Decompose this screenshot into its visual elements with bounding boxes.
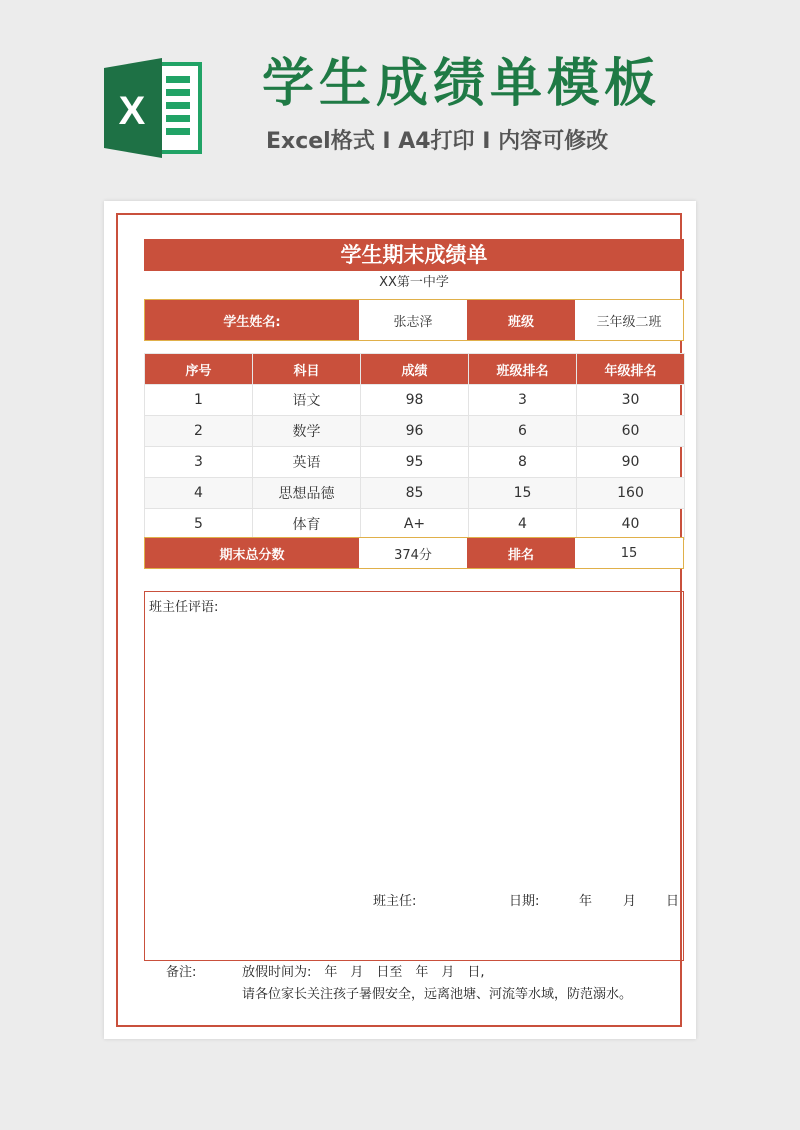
logo-letter: X — [118, 89, 146, 133]
table-row — [145, 385, 685, 416]
sheet-title: 学生期末成绩单 — [144, 239, 684, 271]
total-score-label: 期末总分数 — [145, 538, 359, 568]
report-paper — [104, 201, 696, 1039]
table-row — [145, 478, 685, 509]
page-subtitle: Excel格式 I A4打印 I 内容可修改 — [266, 129, 609, 154]
cell-score[interactable]: 96 — [361, 416, 469, 447]
student-name-value[interactable]: 张志泽 — [359, 300, 467, 340]
cell-grade-rank[interactable]: 30 — [577, 385, 685, 416]
cell-index[interactable]: 2 — [145, 416, 253, 447]
student-info-row — [144, 299, 684, 341]
cell-grade-rank[interactable]: 160 — [577, 478, 685, 509]
cell-subject[interactable]: 语文 — [253, 385, 361, 416]
total-score-row — [144, 537, 684, 569]
excel-logo-icon — [104, 58, 204, 158]
cell-subject[interactable]: 思想品德 — [253, 478, 361, 509]
rank-label: 排名 — [467, 538, 575, 568]
date-label: 日期: — [509, 894, 540, 909]
table-row — [145, 509, 685, 540]
cell-grade-rank[interactable]: 60 — [577, 416, 685, 447]
total-score-value[interactable]: 374分 — [359, 538, 467, 568]
cell-class-rank[interactable]: 4 — [469, 509, 577, 540]
cell-class-rank[interactable]: 8 — [469, 447, 577, 478]
header-subject: 科目 — [253, 354, 361, 385]
student-name-label: 学生姓名: — [145, 300, 359, 340]
comment-label: 班主任评语: — [149, 600, 219, 615]
date-day: 日 — [666, 894, 680, 909]
cell-score[interactable]: A+ — [361, 509, 469, 540]
teacher-comment-box[interactable] — [144, 591, 684, 961]
notes-line-1: 放假时间为: 年 月 日至 年 月 日, — [242, 965, 485, 980]
page-title: 学生成绩单模板 — [262, 54, 662, 114]
cell-index[interactable]: 1 — [145, 385, 253, 416]
date-year: 年 — [579, 894, 593, 909]
class-value[interactable]: 三年级二班 — [575, 300, 683, 340]
cell-subject[interactable]: 英语 — [253, 447, 361, 478]
cell-score[interactable]: 98 — [361, 385, 469, 416]
table-row — [145, 416, 685, 447]
header-grade-rank: 年级排名 — [577, 354, 685, 385]
cell-index[interactable]: 3 — [145, 447, 253, 478]
cell-class-rank[interactable]: 3 — [469, 385, 577, 416]
table-row — [145, 447, 685, 478]
cell-index[interactable]: 4 — [145, 478, 253, 509]
rank-value[interactable]: 15 — [575, 538, 683, 568]
header-score: 成绩 — [361, 354, 469, 385]
header-index: 序号 — [145, 354, 253, 385]
notes-label: 备注: — [166, 965, 197, 980]
class-label: 班级 — [467, 300, 575, 340]
teacher-sign-label: 班主任: — [373, 894, 417, 909]
paper-frame — [116, 213, 682, 1027]
cell-class-rank[interactable]: 15 — [469, 478, 577, 509]
cell-grade-rank[interactable]: 90 — [577, 447, 685, 478]
cell-subject[interactable]: 数学 — [253, 416, 361, 447]
cell-subject[interactable]: 体育 — [253, 509, 361, 540]
date-month: 月 — [623, 894, 637, 909]
table-header-row — [145, 354, 685, 385]
school-name: XX第一中学 — [379, 275, 449, 290]
cell-score[interactable]: 85 — [361, 478, 469, 509]
cell-grade-rank[interactable]: 40 — [577, 509, 685, 540]
cell-index[interactable]: 5 — [145, 509, 253, 540]
cell-class-rank[interactable]: 6 — [469, 416, 577, 447]
header-class-rank: 班级排名 — [469, 354, 577, 385]
grades-table — [144, 353, 685, 540]
notes-line-2: 请各位家长关注孩子暑假安全，远离池塘、河流等水域，防范溺水。 — [242, 987, 633, 1002]
cell-score[interactable]: 95 — [361, 447, 469, 478]
